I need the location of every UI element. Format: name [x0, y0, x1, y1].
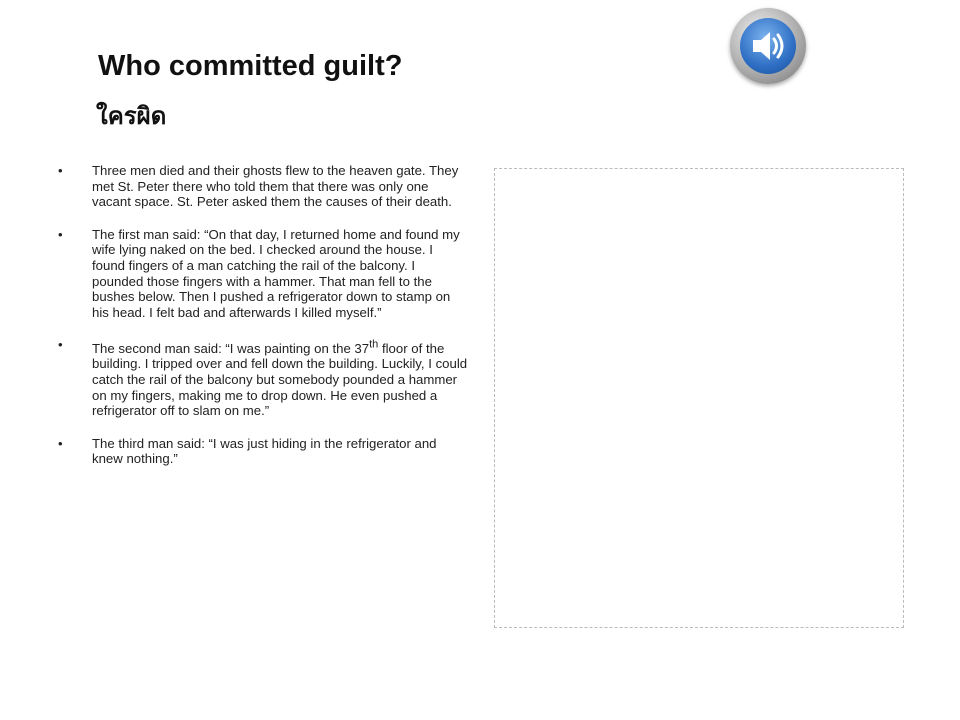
speaker-glyph [744, 22, 792, 70]
second-man-text-start: The second man said: “I was painting on the 37 [92, 340, 370, 356]
list-item [56, 227, 468, 321]
bullet-marker: • [58, 435, 63, 451]
story-intro: Three men died and their ghosts flew to the heaven gate. They met St. Peter there who told them that there was only one vacant space. St. Peter asked them the causes of their death. [92, 163, 459, 210]
second-man-text-end: floor of the building. I tripped over and fell down the building. Luckily, I could catch the rail of the balcony but somebody pounded a hammer on my fingers, making me to drop down. He even pushed a refrigerator off to slam on me.” [92, 340, 468, 419]
first-man-text: The first man said: “On that day, I returned home and found my wife lying naked on the bed. I checked around the house. I found fingers of a man catching the rail of the balcony. I pounded those fingers with a hammer. That man fell to the bushes below. Then I pushed a refrigerator down to stamp on his head. I felt bad and afterwards I killed myself.” [92, 226, 460, 320]
ordinal-suffix: th [369, 338, 379, 351]
list-item [56, 436, 468, 467]
third-man-text: The third man said: “I was just hiding in the refrigerator and knew nothing.” [92, 435, 437, 467]
page-title: Who committed guilt? [98, 50, 403, 82]
list-item [56, 337, 468, 418]
page-title-thai: ใครผิด [96, 102, 167, 130]
bullet-marker: • [58, 163, 63, 178]
list-item [56, 163, 468, 210]
speaker-volume-icon[interactable] [730, 8, 806, 84]
bullet-marker: • [58, 337, 63, 353]
second-man-text [92, 338, 468, 419]
english-story [56, 163, 468, 484]
thai-translation-area [494, 168, 904, 628]
bullet-marker: • [58, 226, 63, 242]
